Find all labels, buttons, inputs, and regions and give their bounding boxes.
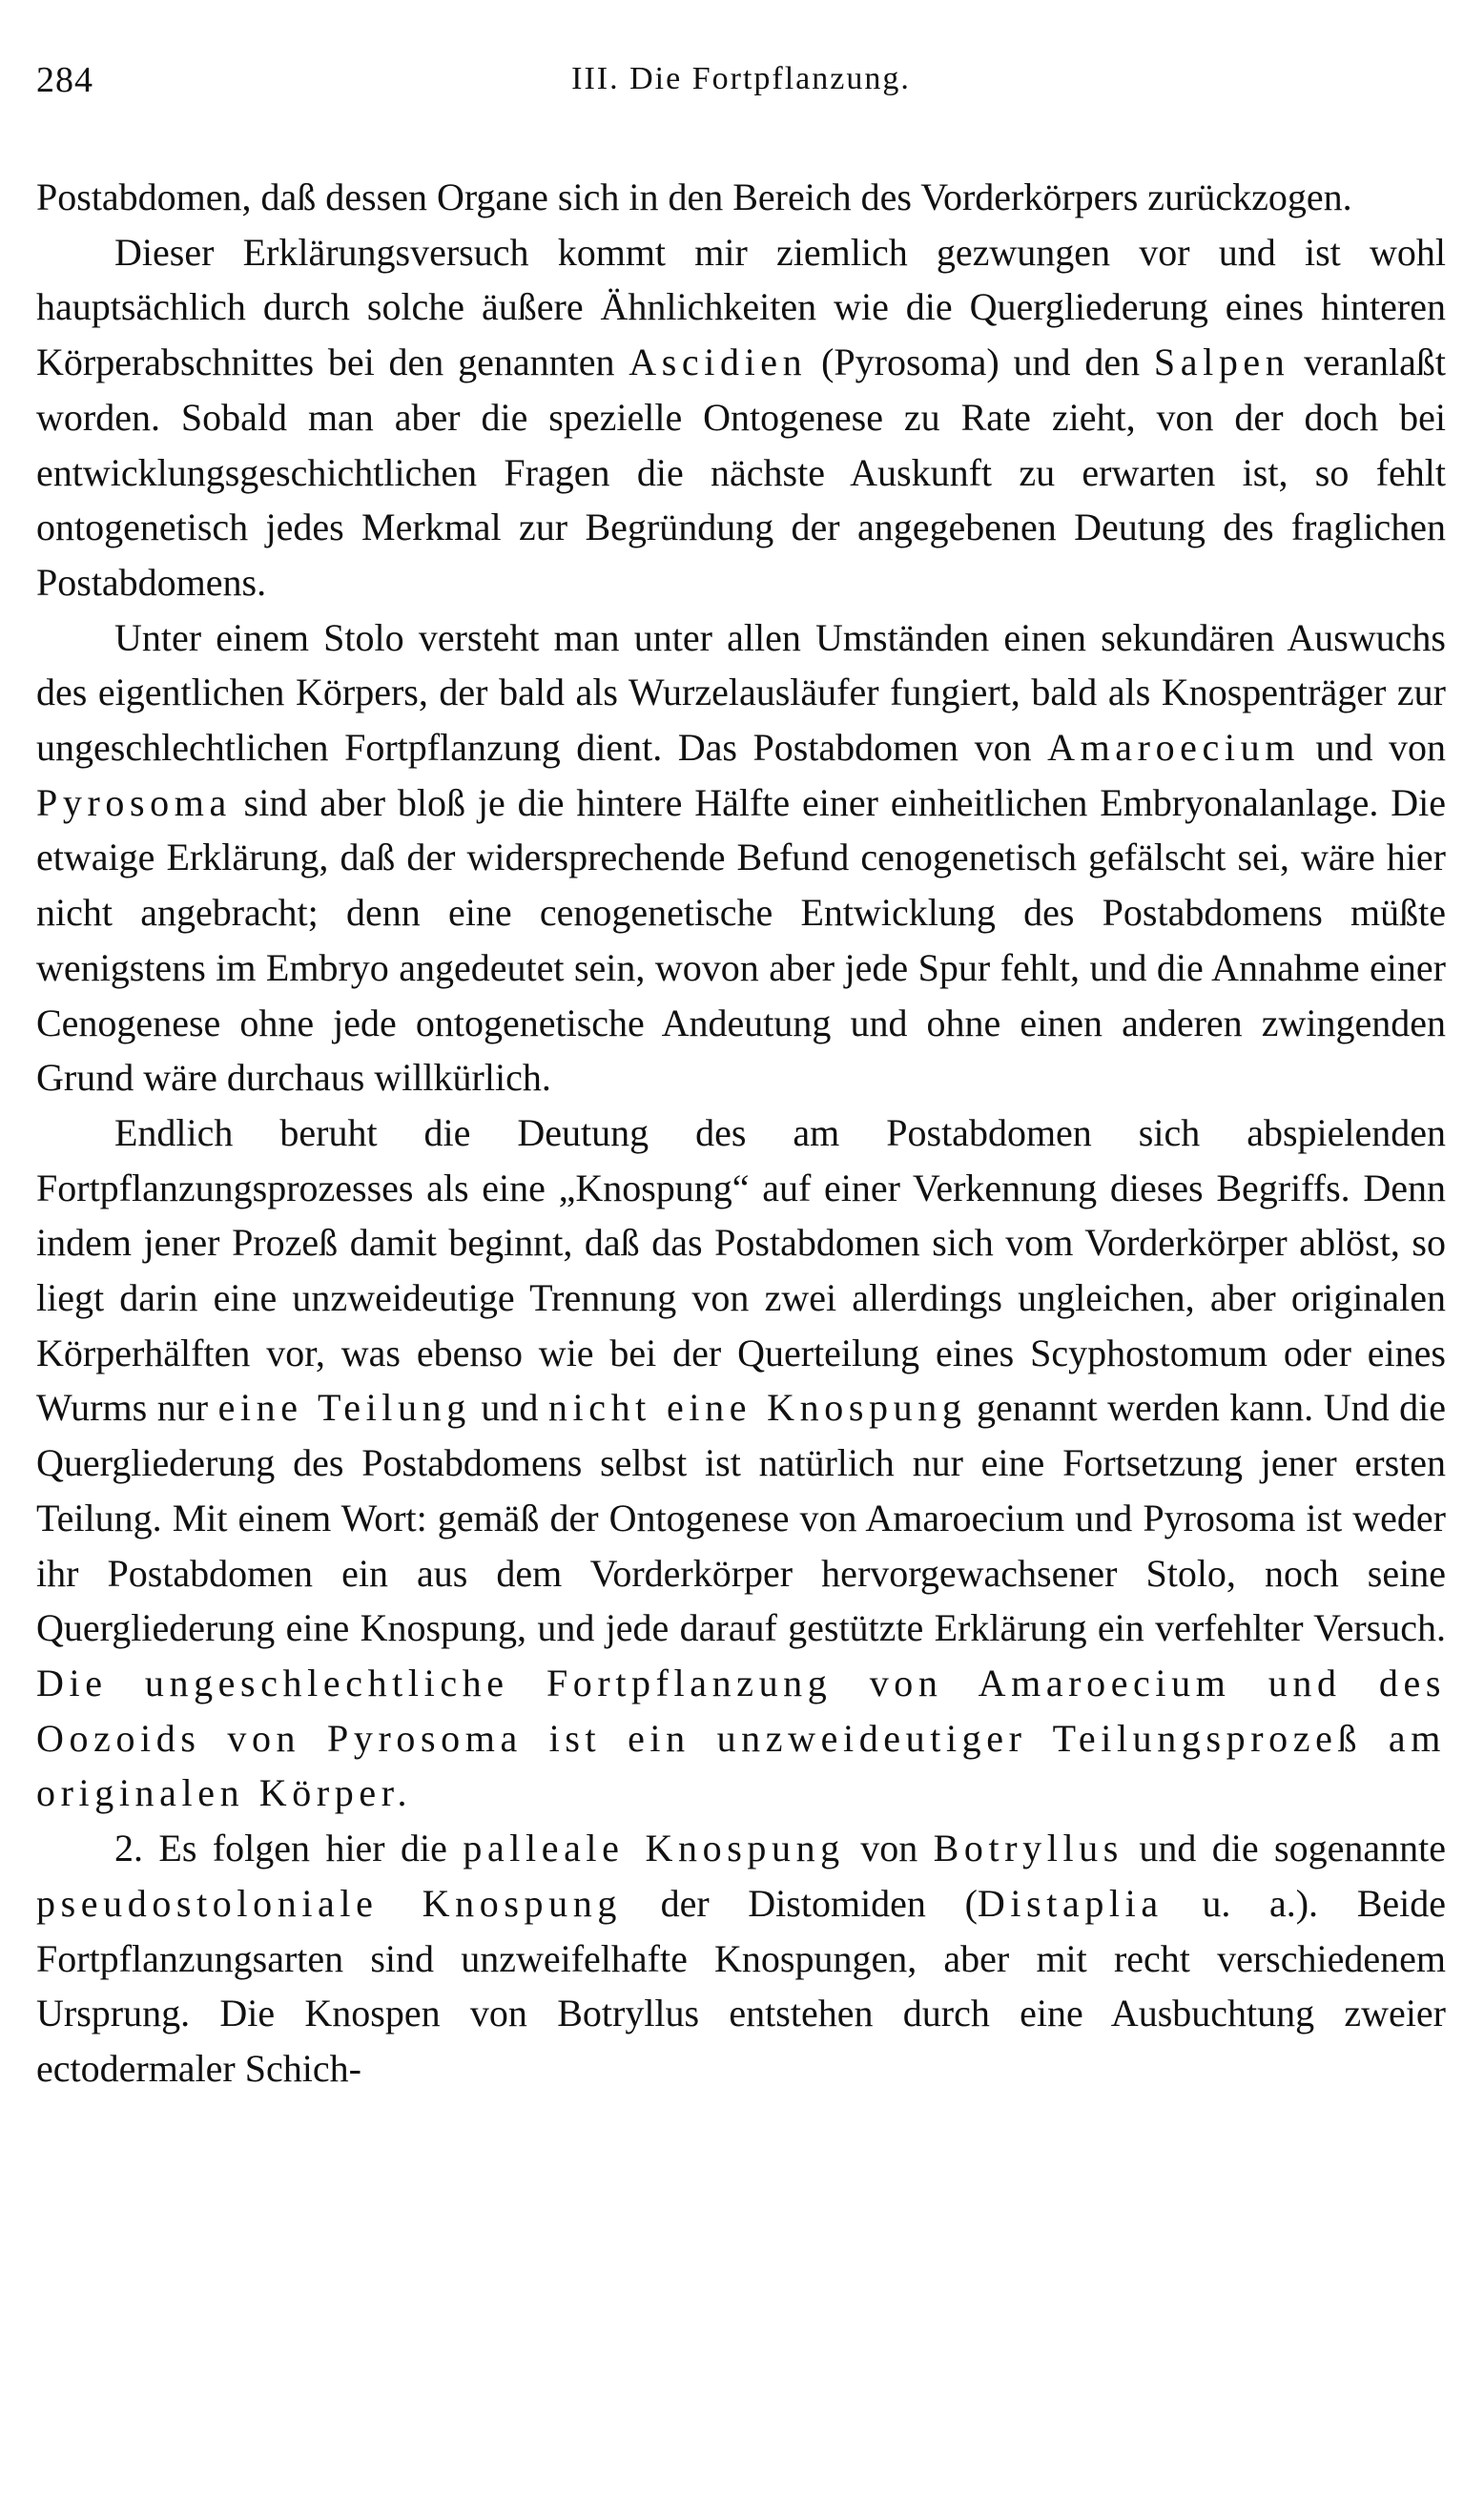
paragraph [36,610,1446,1105]
text-run: Postabdomen, daß dessen Organe sich in den Bereich des Vorderkörpers zurückzogen. [36,176,1352,218]
spaced-text-run: pseudostoloniale Knospung [36,1881,622,1925]
spaced-text-run: Ascidien [629,341,808,384]
spaced-text-run: Salpen [1153,341,1290,384]
paragraph [36,1821,1446,2097]
text-run: und die sogenannte [1123,1827,1447,1870]
text-run: genannt werden kann. Und die Quergliederung des Postabdomens selbst ist natürlich nur eine Fortsetzung jener ersten Teilung. Mit einem Wort: gemäß der Ontogenese von Amaroecium und Pyrosoma ist weder ihr Postabdomen ein aus dem Vorderkörper hervorgewachsener Stolo, noch seine Quergliederung eine Knospung, und jede darauf gestützte Erklärung ein verfehlter Versuch. [36,1386,1446,1650]
body-text [36,170,1446,2097]
spaced-text-run: Distaplia [977,1881,1164,1925]
text-run: Dieser Erklärungsversuch kommt mir ziemlich gezwungen vor und ist wohl hauptsächlich durch solche äußere Ähnlichkeiten wie die Quergliederung eines hinteren Körperabschnittes bei den genannten [36,230,1446,384]
text-run: von [844,1827,934,1870]
paragraph [36,170,1446,225]
text-run: Endlich beruht die Deutung des am Postabdomen sich abspielenden Fortpflanzungsprozesses als eine „Knospung“ auf einer Verkennung dieses Begriffs. Denn indem jener Prozeß damit beginnt, daß das Postabdomen sich vom Vorderkörper ablöst, so liegt darin eine unzweideutige Trennung von zwei allerdings ungleichen, aber originalen Körperhälften vor, was ebenso wie bei der Querteilung eines Scyphostomum oder eines Wurms nur [36,1110,1446,1430]
spaced-text-run: eine Teilung [217,1386,471,1430]
spaced-text-run: Pyrosoma [36,780,232,824]
text-run: der Distomiden ( [621,1881,978,1925]
book-page [36,50,1446,2097]
text-run: u. a.). Beide Fortpflanzungsarten sind unzweifelhafte Knospungen, aber mit recht verschiedenem Ursprung. Die Knospen von Botryllus entstehen durch eine Ausbuchtung zweier ectodermaler Schich- [36,1881,1446,2090]
spaced-text-run: nicht eine Knospung [547,1386,967,1430]
paragraph [36,225,1446,610]
spaced-text-run: Amaroecium [1047,726,1300,770]
paragraph [36,1105,1446,1821]
spaced-text-run: Botryllus [933,1827,1123,1870]
text-run: (Pyrosoma) und den [807,341,1154,384]
text-run: sind aber bloß je die hintere Hälfte einer einheitlichen Embryonalanlage. Die etwaige Erklärung, daß der widersprechende Befund cenogenetisch gefälscht sei, wäre hier nicht angebracht; denn eine cenogenetische Entwicklung des Postabdomens müßte wenigstens im Embryo angedeutet sein, wovon aber jede Spur fehlt, und die Annahme einer Cenogenese ohne jede ontogenetische Andeutung und ohne einen anderen zwingenden Grund wäre durchaus willkürlich. [36,780,1446,1100]
text-run: Unter einem Stolo versteht man unter allen Umständen einen sekundären Auswuchs des eigentlichen Körpers, der bald als Wurzelausläufer fungiert, bald als Knospenträger zur ungeschlechtlichen Fortpflanzung dient. Das Postabdomen von [36,615,1446,770]
page-header [36,50,1446,103]
page-number: 284 [36,60,93,100]
text-run: 2. Es folgen hier die [114,1827,464,1870]
spaced-text-run: palleale Knospung [463,1827,845,1870]
text-run: und von [1299,726,1446,770]
text-run: veranlaßt worden. Sobald man aber die spezielle Ontogenese zu Rate zieht, von der doch bei entwicklungsgeschichtlichen Fragen die nächste Auskunft zu erwarten ist, so fehlt ontogenetisch jedes Merkmal zur Begründung der angegebenen Deutung des fraglichen Postabdomens. [36,341,1446,604]
text-run: und [470,1386,548,1430]
running-head: III. Die Fortpflanzung. [571,61,911,96]
spaced-text-run: Die ungeschlechtliche Fortpflanzung von Amaroecium und des Oozoids von Pyrosoma ist ein unzweideutiger Teilungsprozeß am originalen Körper. [36,1661,1446,1815]
